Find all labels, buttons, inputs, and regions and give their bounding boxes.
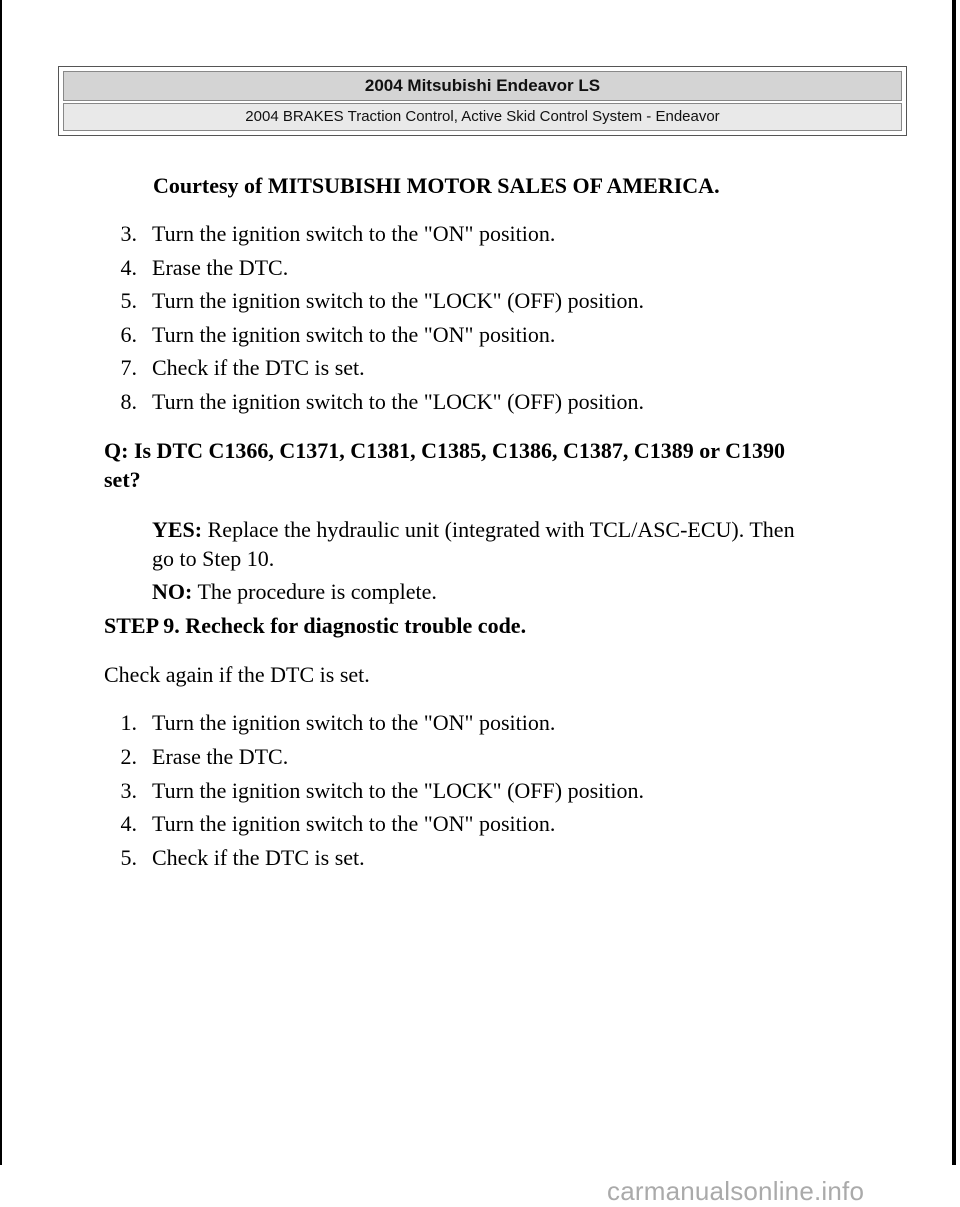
list-item-number: 3. bbox=[120, 221, 137, 246]
list-item-text: Check if the DTC is set. bbox=[152, 845, 365, 870]
step9-intro: Check again if the DTC is set. bbox=[104, 662, 370, 687]
header-subtitle: 2004 BRAKES Traction Control, Active Skid Control System - Endeavor bbox=[63, 103, 902, 131]
header-title: 2004 Mitsubishi Endeavor LS bbox=[63, 71, 902, 101]
yes-text-continued: go to Step 10. bbox=[152, 546, 275, 571]
list-item-text: Turn the ignition switch to the "LOCK" (OFF) position. bbox=[152, 288, 645, 313]
no-label: NO: bbox=[152, 579, 193, 604]
list-item-text: Turn the ignition switch to the "LOCK" (OFF) position. bbox=[152, 778, 645, 803]
document-header bbox=[58, 66, 907, 136]
page-right-border bbox=[952, 0, 956, 1165]
yes-answer bbox=[152, 517, 795, 543]
step9-heading: STEP 9. Recheck for diagnostic trouble code. bbox=[104, 613, 527, 638]
yes-label: YES: bbox=[152, 517, 203, 542]
list-item-number: 8. bbox=[120, 389, 137, 414]
list-item-number: 6. bbox=[120, 322, 137, 347]
page-left-border bbox=[0, 0, 2, 1165]
list-item-text: Turn the ignition switch to the "ON" position. bbox=[152, 221, 556, 246]
list-item-text: Erase the DTC. bbox=[152, 744, 289, 769]
no-answer bbox=[152, 579, 437, 605]
list-item-text: Turn the ignition switch to the "ON" position. bbox=[152, 710, 556, 735]
list-item-number: 4. bbox=[120, 811, 137, 836]
list-item-number: 5. bbox=[120, 288, 137, 313]
courtesy-credit: Courtesy of MITSUBISHI MOTOR SALES OF AMERICA. bbox=[153, 173, 720, 198]
watermark: carmanualsonline.info bbox=[607, 1176, 865, 1206]
list-item-number: 4. bbox=[120, 255, 137, 280]
list-item-number: 3. bbox=[120, 778, 137, 803]
list-item-text: Turn the ignition switch to the "LOCK" (OFF) position. bbox=[152, 389, 645, 414]
list-item-number: 7. bbox=[120, 355, 137, 380]
list-item-number: 2. bbox=[120, 744, 137, 769]
list-item-text: Erase the DTC. bbox=[152, 255, 289, 280]
list-item-text: Turn the ignition switch to the "ON" position. bbox=[152, 811, 556, 836]
list-item-number: 1. bbox=[120, 710, 137, 735]
question-line-1: Q: Is DTC C1366, C1371, C1381, C1385, C1386, C1387, C1389 or C1390 bbox=[104, 438, 785, 463]
question-line-2: set? bbox=[104, 467, 141, 492]
list-item-text: Turn the ignition switch to the "ON" position. bbox=[152, 322, 556, 347]
yes-text: Replace the hydraulic unit (integrated with TCL/ASC-ECU). Then bbox=[207, 517, 795, 542]
list-item-text: Check if the DTC is set. bbox=[152, 355, 365, 380]
list-item-number: 5. bbox=[120, 845, 137, 870]
no-text: The procedure is complete. bbox=[197, 579, 437, 604]
